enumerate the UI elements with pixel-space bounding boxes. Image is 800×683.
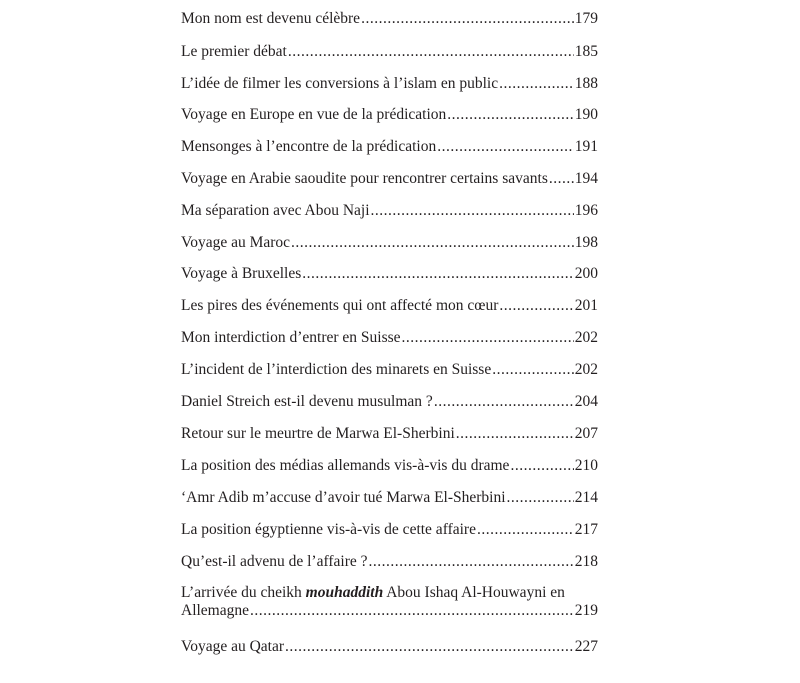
toc-entry-page: 210 [574, 457, 598, 474]
toc-entry-title: Voyage en Arabie saoudite pour rencontrer certains savants [181, 170, 548, 187]
toc-entry [181, 489, 598, 507]
toc-entry [181, 329, 598, 347]
toc-entry-page: 218 [574, 553, 598, 570]
toc-entry-page: 202 [574, 329, 598, 346]
toc-entry-page: 196 [574, 202, 598, 219]
toc-entry [181, 202, 598, 220]
toc-entry [181, 75, 598, 93]
dot-leader [499, 297, 573, 315]
dot-leader [447, 106, 573, 124]
toc-entry-page: 191 [574, 138, 598, 155]
toc-entry-page: 188 [574, 75, 598, 92]
toc-entry-title: ‘Amr Adib m’accuse d’avoir tué Marwa El-Sherbini [181, 489, 506, 506]
dot-leader [499, 75, 574, 93]
toc-entry-title: Ma séparation avec Abou Naji [181, 202, 370, 219]
toc-entry-page: 227 [574, 638, 598, 655]
toc-entry-page: 185 [574, 43, 598, 60]
toc-entry [181, 425, 598, 443]
toc-entry-title-part: L’arrivée du cheikh [181, 584, 306, 601]
dot-leader [456, 425, 574, 443]
dot-leader [371, 202, 574, 220]
toc-entry-title: Voyage à Bruxelles [181, 265, 302, 282]
dot-leader [250, 602, 574, 620]
dot-leader [507, 489, 574, 507]
dot-leader [492, 361, 574, 379]
toc-entry-title: L’idée de filmer les conversions à l’islam en public [181, 75, 499, 92]
dot-leader [361, 10, 574, 28]
toc-entry-title: Retour sur le meurtre de Marwa El-Sherbini [181, 425, 455, 442]
dot-leader [434, 393, 574, 411]
toc-entry-title: Voyage au Maroc [181, 234, 291, 251]
toc-entry [181, 106, 598, 124]
toc-entry [181, 457, 598, 475]
dot-leader [288, 43, 574, 61]
toc-entry-page: 201 [574, 297, 598, 314]
toc-entry [181, 138, 598, 156]
dot-leader [291, 234, 574, 252]
toc-entry-title: Le premier débat [181, 43, 287, 60]
toc-entry-title: Voyage en Europe en vue de la prédication [181, 106, 447, 123]
dot-leader [477, 521, 574, 539]
toc-entry [181, 43, 598, 61]
toc-entry-title: Mon interdiction d’entrer en Suisse [181, 329, 401, 346]
toc-entry-emphasis: mouhaddith [305, 584, 384, 601]
toc-entry [181, 361, 598, 379]
toc-entry [181, 393, 598, 411]
toc-entry-page: 194 [574, 170, 598, 187]
toc-entry-title: Les pires des événements qui ont affecté mon cœur [181, 297, 499, 314]
dot-leader [549, 170, 574, 188]
dot-leader [402, 329, 574, 347]
toc-entry [181, 553, 598, 571]
toc-entry [181, 265, 598, 283]
dot-leader [285, 638, 574, 656]
toc-entry-page: 219 [574, 602, 598, 619]
toc-entry-title: Mensonges à l’encontre de la prédication [181, 138, 437, 155]
toc-entry-title-line-2: Allemagne [181, 602, 250, 619]
dot-leader [368, 553, 573, 571]
toc-entry-page: 198 [574, 234, 598, 251]
toc-entry [181, 521, 598, 539]
dot-leader [510, 457, 573, 475]
toc-entry [181, 297, 598, 315]
toc-entry [181, 638, 598, 656]
toc-entry-title: Voyage au Qatar [181, 638, 285, 655]
toc-entry-title-line-1 [181, 584, 598, 602]
toc-entry-page: 179 [574, 10, 598, 27]
toc-entry-title: Daniel Streich est-il devenu musulman ? [181, 393, 433, 410]
toc-entry-page: 200 [574, 265, 598, 282]
toc-entry-page: 217 [574, 521, 598, 538]
toc-entry-title: L’incident de l’interdiction des minarets en Suisse [181, 361, 492, 378]
dot-leader [437, 138, 574, 156]
toc-entry-page: 190 [574, 106, 598, 123]
toc-entry [181, 234, 598, 252]
toc-entry [181, 10, 598, 28]
toc-entry [181, 170, 598, 188]
toc-entry-page: 207 [574, 425, 598, 442]
toc-entry-page: 202 [574, 361, 598, 378]
toc-entry-page: 214 [574, 489, 598, 506]
dot-leader [302, 265, 574, 283]
toc-entry-title: La position égyptienne vis-à-vis de cette affaire [181, 521, 476, 538]
toc-entry-multiline [181, 584, 598, 620]
toc-entry-title-part: Abou Ishaq Al-Houwayni en [383, 584, 565, 601]
toc-entry-title: Qu’est-il advenu de l’affaire ? [181, 553, 368, 570]
toc-entry-title: Mon nom est devenu célèbre [181, 10, 361, 27]
toc-entry-page: 204 [574, 393, 598, 410]
toc-entry-title: La position des médias allemands vis-à-vis du drame [181, 457, 510, 474]
